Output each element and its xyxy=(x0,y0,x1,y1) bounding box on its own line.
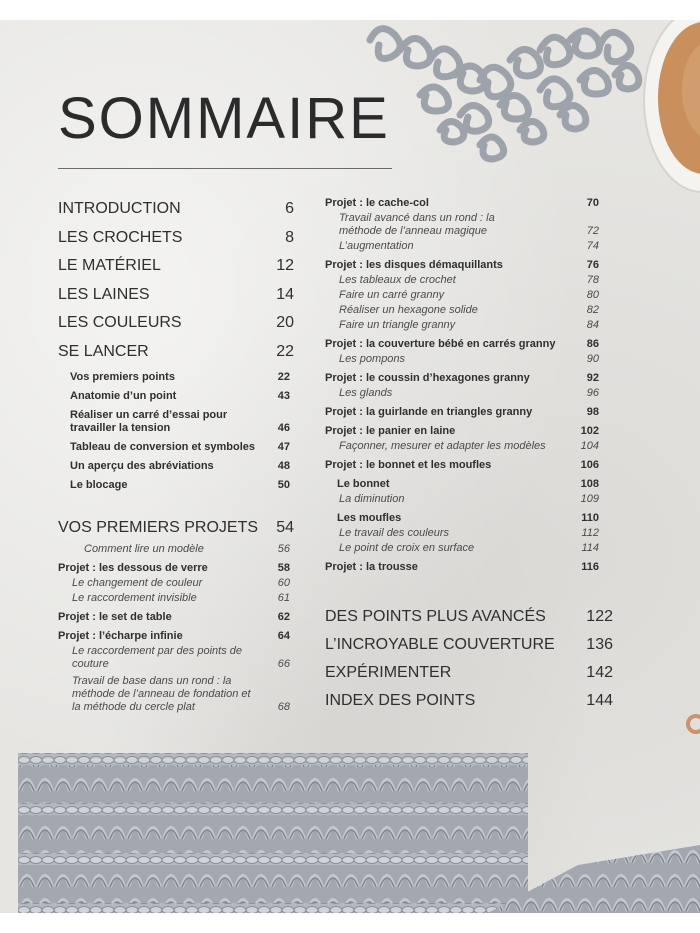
toc-entry-label: SE LANCER xyxy=(58,342,149,360)
toc-entry-label: Projet : le set de table xyxy=(58,610,172,623)
toc-entry-label: Tableau de conversion et symboles xyxy=(70,441,256,453)
toc-entry-page: 142 xyxy=(586,664,613,681)
toc-subentry[interactable] xyxy=(325,372,599,385)
toc-entry-page: 106 xyxy=(580,459,599,471)
toc-entry-label: LES CROCHETS xyxy=(58,228,183,246)
toc-entry-label: Les moufles xyxy=(337,512,402,524)
toc-entry-page: 122 xyxy=(586,608,613,625)
toc-entry[interactable] xyxy=(58,338,294,367)
toc-entry-label: Projet : le coussin d’hexagones granny xyxy=(325,372,530,384)
toc-entry-label: L’INCROYABLE COUVERTURE xyxy=(325,636,555,653)
toc-entry-page: 136 xyxy=(586,636,613,653)
toc-entry[interactable] xyxy=(58,195,294,224)
toc-entry-page: 84 xyxy=(586,319,599,331)
toc-entry-label: VOS PREMIERS PROJETS xyxy=(58,519,259,536)
toc-entry-label: DES POINTS PLUS AVANCÉS xyxy=(325,608,546,625)
toc-entry-page: 43 xyxy=(277,390,290,402)
toc-entry-page: 109 xyxy=(580,493,599,505)
toc-entry-label: Réaliser un hexagone solide xyxy=(339,304,478,316)
toc-left-column xyxy=(58,195,294,714)
toc-entry-label: Projet : le bonnet et les moufles xyxy=(325,459,492,471)
toc-entry-page: 14 xyxy=(276,285,294,303)
toc-entry-page: 78 xyxy=(586,274,599,286)
page xyxy=(0,20,700,913)
toc-entry-label: Les pompons xyxy=(339,353,406,365)
crochet-swatch-image xyxy=(18,745,700,913)
toc-entry-page: 76 xyxy=(586,259,599,271)
toc-subentry[interactable] xyxy=(58,562,294,575)
toc-subentry[interactable] xyxy=(325,406,599,419)
toc-entry-label: Comment lire un modèle xyxy=(84,542,204,555)
toc-subentry[interactable] xyxy=(325,212,599,238)
toc-entry-page: 22 xyxy=(277,371,290,383)
page-title: SOMMAIRE xyxy=(58,86,390,151)
yarn-loop-coaster-image xyxy=(360,20,650,170)
toc-entry-label: Travail de base dans un rond : la méthode de l’anneau de fondation et la méthode du cercle plat xyxy=(72,674,251,713)
toc-subentry[interactable] xyxy=(325,304,599,317)
toc-entry-page: 72 xyxy=(586,225,599,237)
toc-entry-page: 116 xyxy=(581,561,599,573)
toc-entry-label: Projet : la trousse xyxy=(325,561,418,573)
toc-entry[interactable] xyxy=(325,659,613,687)
toc-entry-label: Les glands xyxy=(339,387,393,399)
toc-subentry[interactable] xyxy=(325,440,599,453)
toc-entry-page: 56 xyxy=(277,542,290,555)
toc-entry-label: Réaliser un carré d’essai pour travailler la tension xyxy=(70,409,228,434)
toc-subentry[interactable] xyxy=(58,592,294,605)
toc-subentry[interactable] xyxy=(325,512,599,525)
toc-entry-page: 64 xyxy=(277,629,290,642)
toc-subentry[interactable] xyxy=(58,479,294,492)
toc-entry-label: Projet : les dessous de verre xyxy=(58,561,208,574)
toc-entry[interactable] xyxy=(58,309,294,338)
toc-entry-page: 12 xyxy=(276,257,294,274)
toc-subentry[interactable] xyxy=(58,577,294,590)
toc-subentry[interactable] xyxy=(58,460,294,473)
toc-subentry[interactable] xyxy=(58,645,294,671)
toc-entry-label: INTRODUCTION xyxy=(58,200,181,217)
toc-subentry[interactable] xyxy=(58,543,294,556)
toc-subentry[interactable] xyxy=(325,542,599,555)
toc-entry-label: Le changement de couleur xyxy=(72,576,203,589)
toc-entry-label: Projet : le cache-col xyxy=(325,197,429,209)
toc-subentry[interactable] xyxy=(325,493,599,506)
toc-entry[interactable] xyxy=(58,514,294,543)
toc-entry-page: 50 xyxy=(277,479,290,491)
toc-entry-page: 68 xyxy=(277,700,290,713)
toc-subentry[interactable] xyxy=(58,441,294,454)
toc-entry-label: Façonner, mesurer et adapter les modèles xyxy=(339,440,546,452)
toc-entry-label: LES LAINES xyxy=(58,285,150,303)
toc-entry-label: Projet : l’écharpe infinie xyxy=(58,629,183,642)
toc-entry-page: 8 xyxy=(285,228,294,246)
toc-entry-page: 96 xyxy=(586,387,599,399)
toc-entry-label: L’augmentation xyxy=(339,240,414,252)
toc-subentry[interactable] xyxy=(58,675,294,714)
toc-entry-page: 48 xyxy=(277,460,290,472)
toc-subentry[interactable] xyxy=(58,611,294,624)
toc-entry-page: 98 xyxy=(586,406,599,418)
toc-entry-label: Un aperçu des abréviations xyxy=(70,460,214,472)
toc-subentry[interactable] xyxy=(325,478,599,491)
toc-entry-label: Le point de croix en surface xyxy=(339,542,475,554)
toc-entry-page: 58 xyxy=(277,561,290,574)
toc-entry-page: 110 xyxy=(581,512,599,524)
toc-entry-label: Projet : les disques démaquillants xyxy=(325,259,503,271)
toc-entry-page: 92 xyxy=(586,372,599,384)
toc-entry-page: 66 xyxy=(277,657,290,670)
toc-subentry[interactable] xyxy=(58,630,294,643)
toc-entry-label: Le blocage xyxy=(70,479,128,491)
toc-entry-page: 47 xyxy=(277,441,290,453)
toc-entry-label: Le bonnet xyxy=(337,478,390,490)
toc-entry-page: 86 xyxy=(586,338,599,350)
toc-entry-label: Projet : la guirlande en triangles granny xyxy=(325,406,533,418)
toc-subentry[interactable] xyxy=(325,274,599,287)
toc-entry-label: La diminution xyxy=(339,493,405,505)
toc-entry[interactable] xyxy=(325,631,613,659)
toc-subentry[interactable] xyxy=(58,409,294,435)
toc-entry-page: 20 xyxy=(276,314,294,331)
toc-subentry[interactable] xyxy=(58,390,294,403)
toc-subentry[interactable] xyxy=(325,387,599,400)
toc-entry-label: EXPÉRIMENTER xyxy=(325,664,452,681)
toc-subentry[interactable] xyxy=(325,259,599,272)
toc-entry-page: 80 xyxy=(586,289,599,301)
toc-entry-page: 144 xyxy=(586,692,613,709)
toc-entry-page: 22 xyxy=(276,342,294,360)
toc-entry-page: 82 xyxy=(586,304,599,316)
toc-entry-page: 102 xyxy=(580,425,599,437)
toc-entry-page: 112 xyxy=(581,527,599,539)
toc-entry[interactable] xyxy=(58,224,294,253)
toc-entry-page: 104 xyxy=(580,440,599,452)
toc-subentry[interactable] xyxy=(325,527,599,540)
toc-entry-label: LE MATÉRIEL xyxy=(58,257,161,274)
toc-entry-page: 60 xyxy=(277,576,290,589)
toc-entry-page: 74 xyxy=(586,240,599,252)
toc-subentry[interactable] xyxy=(325,561,599,574)
toc-subentry[interactable] xyxy=(325,197,599,210)
toc-subentry[interactable] xyxy=(325,353,599,366)
toc-entry-page: 90 xyxy=(586,353,599,365)
toc-entry[interactable] xyxy=(325,603,613,631)
toc-subentry[interactable] xyxy=(58,371,294,384)
toc-entry-label: Vos premiers points xyxy=(70,371,175,383)
toc-entry-label: Projet : le panier en laine xyxy=(325,425,456,437)
toc-entry-label: Projet : la couverture bébé en carrés granny xyxy=(325,338,556,350)
toc-subentry[interactable] xyxy=(325,338,599,351)
toc-entry-page: 70 xyxy=(586,197,599,209)
toc-subentry[interactable] xyxy=(325,459,599,472)
toc-entry-label: Les tableaux de crochet xyxy=(339,274,456,286)
toc-entry-page: 54 xyxy=(276,519,294,536)
toc-entry-label: Le travail des couleurs xyxy=(339,527,450,539)
toc-entry-page: 46 xyxy=(277,422,290,434)
toc-entry[interactable] xyxy=(325,687,613,715)
toc-entry-page: 62 xyxy=(277,610,290,623)
toc-entry[interactable] xyxy=(58,252,294,281)
toc-entry-label: Faire un carré granny xyxy=(339,289,445,301)
toc-entry-label: LES COULEURS xyxy=(58,314,182,331)
toc-entry-page: 6 xyxy=(285,200,294,217)
toc-entry-label: Travail avancé dans un rond : la méthode de l’anneau magique xyxy=(339,212,495,237)
toc-subentry[interactable] xyxy=(325,289,599,302)
toc-entry[interactable] xyxy=(58,281,294,310)
toc-entry-label: INDEX DES POINTS xyxy=(325,692,476,709)
toc-entry-page: 61 xyxy=(277,591,290,604)
toc-entry-label: Le raccordement invisible xyxy=(72,591,197,604)
toc-entry-label: Faire un triangle granny xyxy=(339,319,456,331)
title-divider xyxy=(58,168,392,169)
toc-entry-label: Le raccordement par des points de couture xyxy=(72,644,242,670)
toc-entry-label: Anatomie d’un point xyxy=(70,390,177,402)
toc-subentry[interactable] xyxy=(325,425,599,438)
tea-cup-image xyxy=(632,20,700,210)
toc-subentry[interactable] xyxy=(325,319,599,332)
toc-right-column xyxy=(325,197,599,574)
toc-entry-page: 114 xyxy=(581,542,599,554)
crochet-hook-image xyxy=(680,710,700,740)
toc-subentry[interactable] xyxy=(325,240,599,253)
toc-entry-page: 108 xyxy=(580,478,599,490)
